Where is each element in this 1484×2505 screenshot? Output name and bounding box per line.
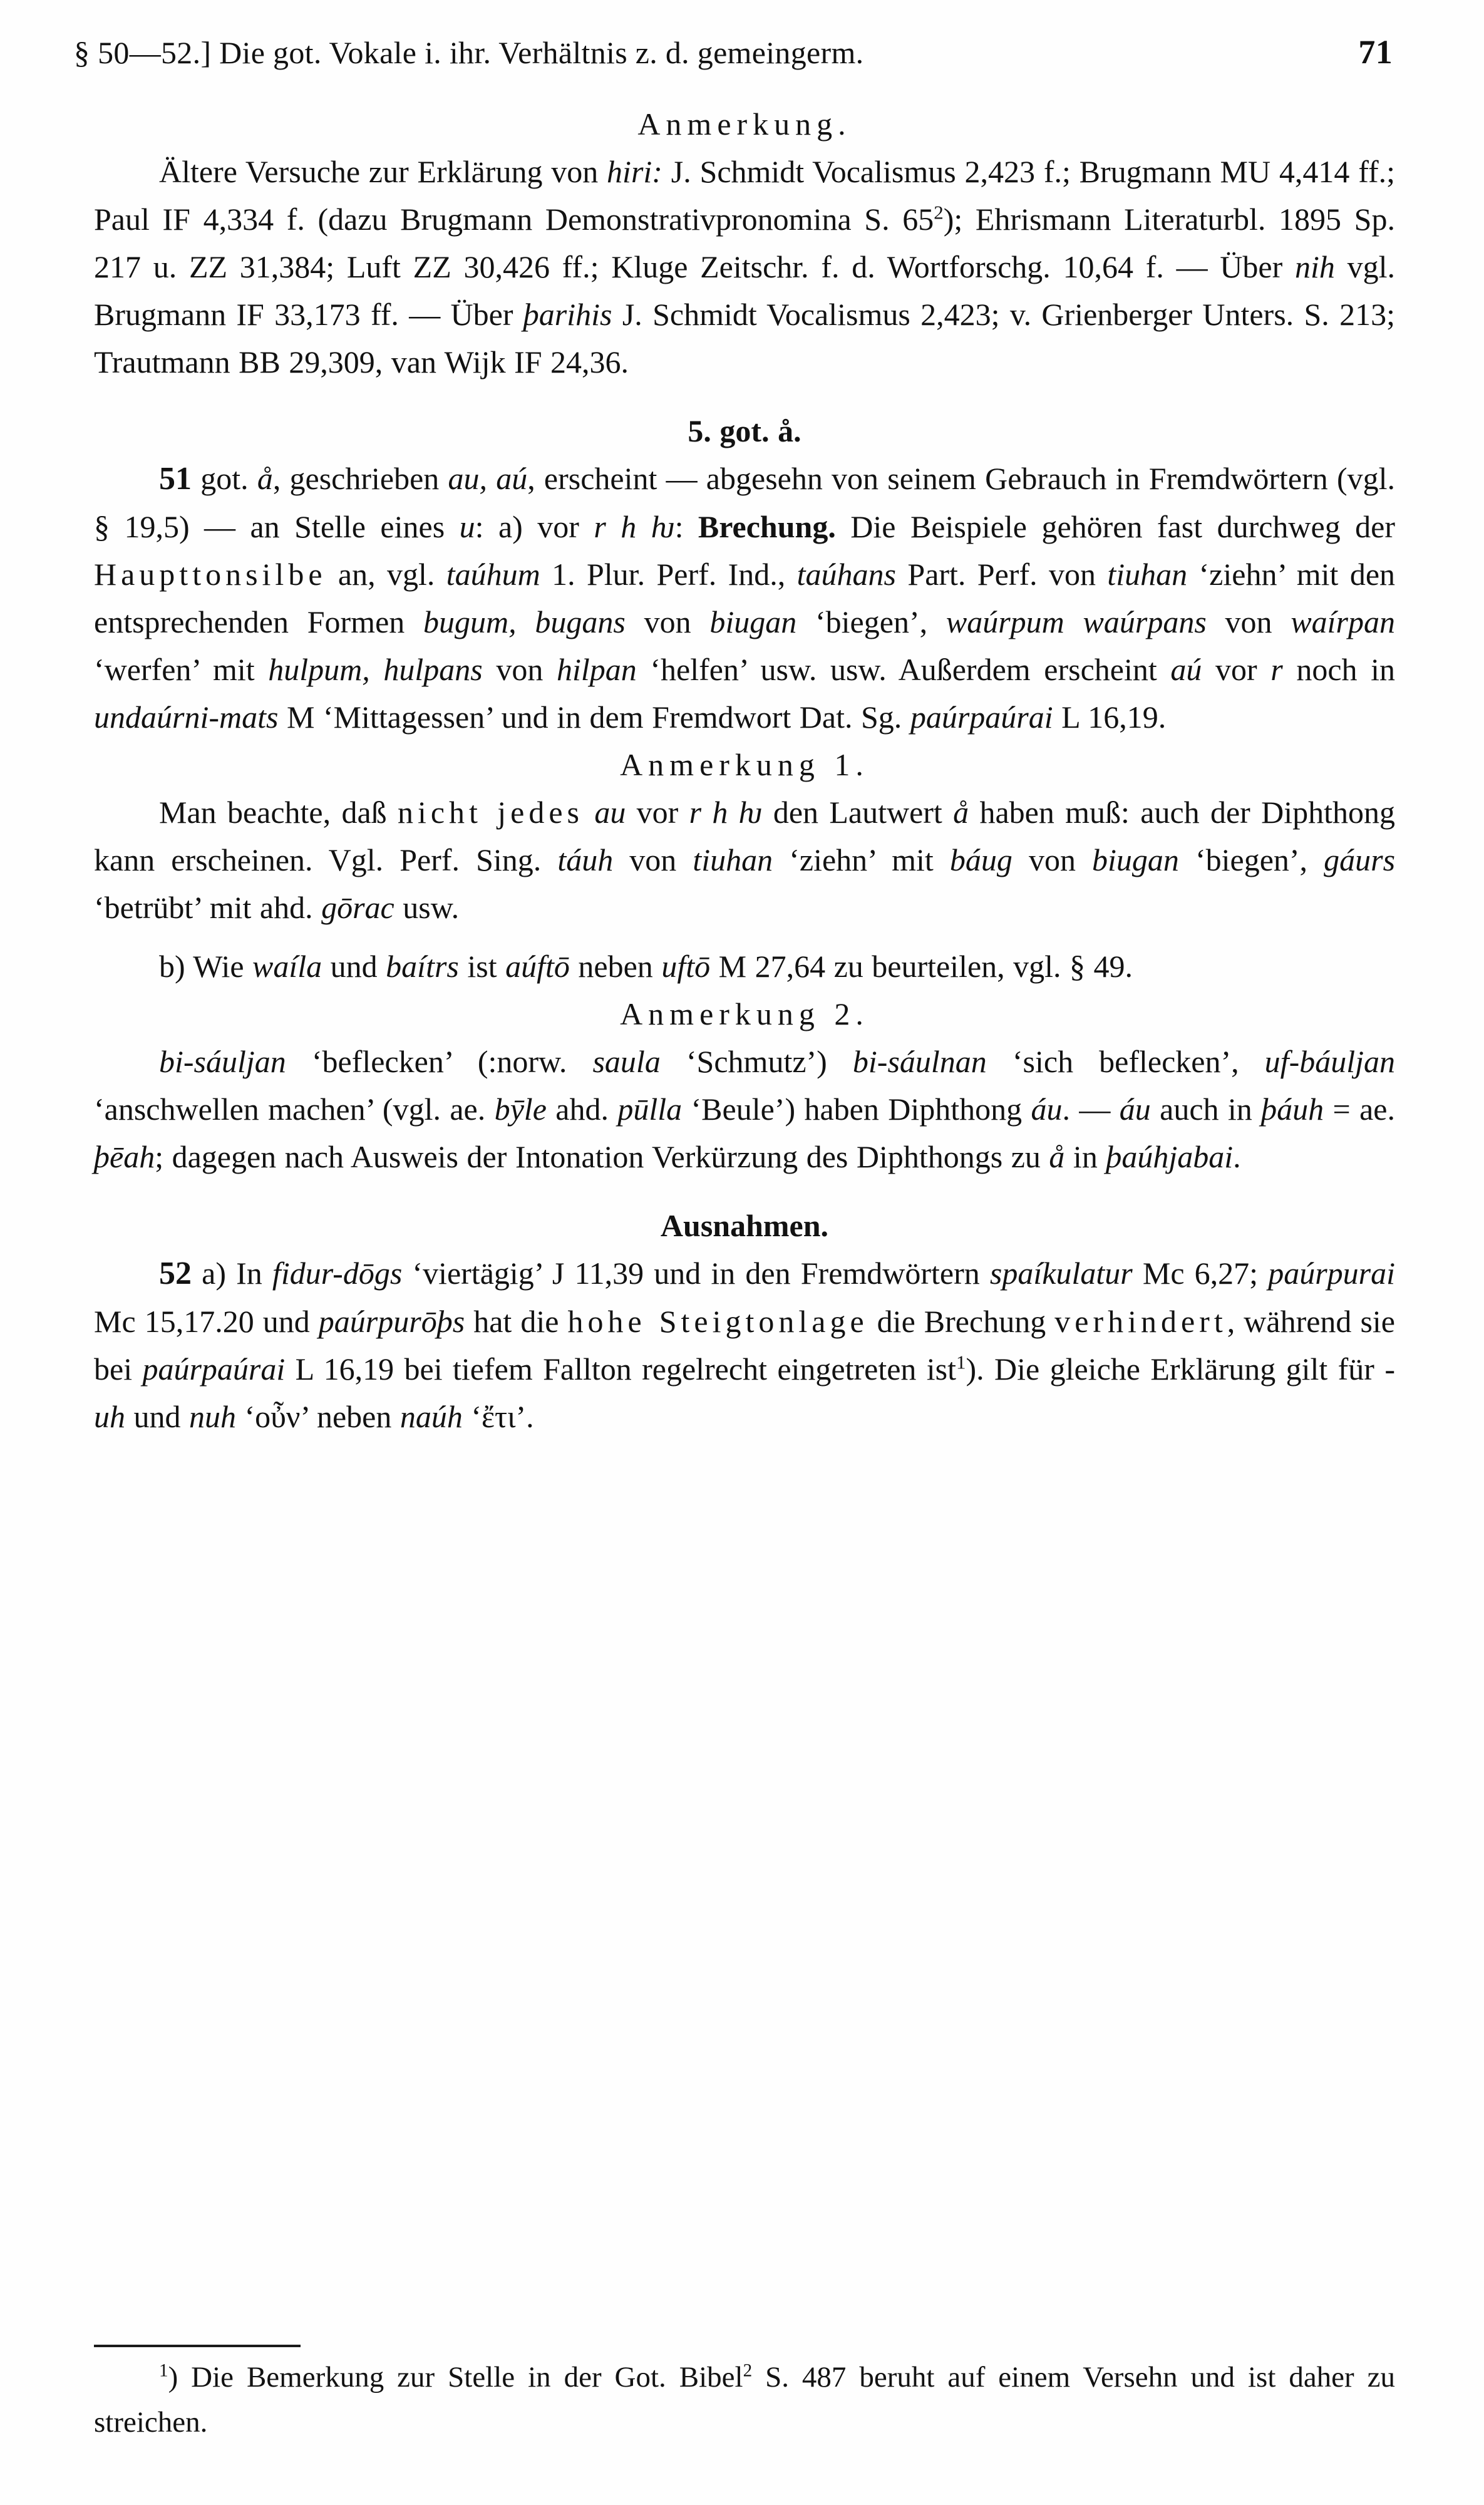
italic-run: táuh xyxy=(557,842,614,877)
italic-run: taúhans xyxy=(796,557,897,592)
italic-run: tiuhan xyxy=(693,842,773,877)
text-run: L 16,19. xyxy=(1053,700,1167,735)
italic-run: aúftō xyxy=(505,949,570,984)
italic-run: waírpan xyxy=(1291,604,1396,639)
text-run: von xyxy=(613,842,693,877)
italic-run: nih xyxy=(1294,249,1335,284)
text-run: in xyxy=(1064,1139,1106,1174)
paragraph-b xyxy=(94,943,1395,990)
italic-run: waúrpum waúrpans xyxy=(946,604,1207,639)
footnote-separator-rule xyxy=(94,2345,301,2347)
paragraph-anmerkung-2-body xyxy=(94,1038,1395,1180)
italic-run: naúh xyxy=(399,1399,463,1434)
text-run: ahd. xyxy=(546,1092,618,1127)
italic-run: paúrpaúrai xyxy=(142,1351,286,1387)
text-run: von xyxy=(625,604,710,639)
text-run: die Brechung xyxy=(868,1304,1055,1339)
text-run: ‘ziehn’ mit den entsprechenden Formen xyxy=(94,557,1396,639)
text-run: ‘betrübt’ mit ahd. xyxy=(94,890,322,925)
italic-run: nuh xyxy=(189,1399,236,1434)
text-run: , erscheint — abgesehn von seinem Gebrauch in Fremdwörtern (vgl. § 19,5) — an Stelle eines xyxy=(94,461,1396,544)
text-run: Man beachte, daß xyxy=(159,795,398,830)
text-run: vgl. Brugmann IF 33,173 ff. — Über xyxy=(94,249,1395,332)
text-run: ‘viertägig’ J 11,39 und in den Fremdwörtern xyxy=(402,1256,990,1291)
text-run: ‘anschwellen machen’ (vgl. ae. xyxy=(94,1092,495,1127)
italic-run: áu xyxy=(1031,1092,1063,1127)
letterspaced-run: Haupttonsilbe xyxy=(94,557,327,592)
italic-run: -uh xyxy=(94,1351,1395,1434)
paragraph-anmerkung-1-body xyxy=(94,788,1395,931)
spacer xyxy=(94,386,1395,407)
text-run: got. xyxy=(192,461,257,496)
italic-run: fidur-dōgs xyxy=(272,1256,403,1291)
letterspaced-run: verhindert xyxy=(1054,1304,1227,1339)
page-body xyxy=(94,100,1395,1440)
superscript-edition: 2 xyxy=(743,2360,753,2381)
heading-ausnahmen: Ausnahmen. xyxy=(660,1208,829,1243)
text-run: ‘biegen’, xyxy=(1178,842,1324,877)
italic-run: þáuh xyxy=(1261,1092,1324,1127)
italic-run: áu xyxy=(1119,1092,1151,1127)
paragraph-52 xyxy=(94,1249,1395,1440)
text-run: b) Wie xyxy=(159,949,253,984)
text-run: J. Schmidt Vocalismus 2,423 f.; Brugmann MU 4,414 ff.; Paul IF 4,334 f. (dazu Brugmann Demonstrativpronomina S. 65 xyxy=(94,154,1395,237)
italic-run: bȳle xyxy=(494,1092,547,1127)
text-run: ‘ziehn’ mit xyxy=(773,842,950,877)
heading-section-5: 5. got. å. xyxy=(688,413,801,448)
text-run: hat die xyxy=(465,1304,568,1339)
text-run: 1. Plur. Perf. Ind., xyxy=(540,557,797,592)
italic-run: undaúrni-mats xyxy=(94,700,279,735)
italic-run: uf-báuljan xyxy=(1264,1044,1395,1079)
italic-run: paúrpurōþs xyxy=(318,1304,465,1339)
text-run: . — xyxy=(1062,1092,1120,1127)
text-run: Die Beispiele gehören fast durchweg der xyxy=(835,509,1395,544)
text-run: , geschrieben xyxy=(272,461,448,496)
text-run: . xyxy=(1233,1139,1241,1174)
italic-run: biugan xyxy=(1092,842,1179,877)
italic-run: þēah xyxy=(94,1139,155,1174)
italic-run: waíla xyxy=(252,949,322,984)
italic-run: spaíkulatur xyxy=(989,1256,1133,1291)
paragraph-anmerkung-body xyxy=(94,148,1395,386)
spacer xyxy=(94,931,1395,943)
text-run: : xyxy=(674,509,698,544)
text-run: haben muß: auch der Diphthong kann erscheinen. Vgl. Perf. Sing. xyxy=(94,795,1395,877)
text-run: ‘Schmutz’) xyxy=(660,1044,853,1079)
text-run: vor xyxy=(626,795,689,830)
bold-run-brechung: Brechung. xyxy=(698,509,836,544)
text-run: ‘ἔτι’. xyxy=(462,1399,534,1434)
text-run: ); Ehrismann Literaturbl. 1895 Sp. 217 u. ZZ 31,384; Luft ZZ 30,426 ff.; Kluge Zeitschr. f. d. Wortforschg. 10,64 f. — Über xyxy=(94,202,1395,284)
text-run: ). Die gleiche Erklärung gilt für xyxy=(966,1351,1385,1387)
italic-run: au, aú xyxy=(448,461,528,496)
italic-run: aú xyxy=(1170,652,1202,687)
italic-run: baítrs xyxy=(386,949,459,984)
italic-run: uftō xyxy=(661,949,711,984)
text-run: ‘οὖν’ neben xyxy=(236,1399,400,1434)
text-run: auch in xyxy=(1150,1092,1262,1127)
section-number-51: 51 xyxy=(159,461,192,497)
italic-run: hilpan xyxy=(556,652,637,687)
text-run: usw. xyxy=(394,890,460,925)
text-run: ; dagegen nach Ausweis der Intonation Verkürzung des Diphthongs zu xyxy=(155,1139,1049,1174)
text-run: den Lautwert xyxy=(762,795,954,830)
text-run: ist xyxy=(458,949,506,984)
letterspaced-run: nicht jedes xyxy=(397,795,584,830)
text-run: ‘beflecken’ (:norw. xyxy=(286,1044,593,1079)
italic-run: gáurs xyxy=(1324,842,1396,877)
heading-anmerkung-2: Anmerkung 2. xyxy=(620,996,869,1031)
italic-run: taúhum xyxy=(446,557,540,592)
running-head xyxy=(74,33,1410,71)
text-run: vor xyxy=(1202,652,1271,687)
text-run: Ältere Versuche zur Erklärung von xyxy=(159,154,607,189)
text-run: S. 487 beruht auf einem Versehn und ist daher zu streichen. xyxy=(94,2361,1395,2439)
italic-run: biugan xyxy=(709,604,797,639)
italic-run: pūlla xyxy=(617,1092,683,1127)
text-run: Mc 6,27; xyxy=(1132,1256,1269,1291)
italic-run: r xyxy=(1270,652,1283,687)
italic-run: báug xyxy=(949,842,1013,877)
italic-run: au xyxy=(594,795,626,830)
italic-run: bi-sáulnan xyxy=(852,1044,987,1079)
section-number-52: 52 xyxy=(159,1256,192,1291)
italic-run: þarihis xyxy=(523,297,612,332)
text-run: Part. Perf. von xyxy=(896,557,1108,592)
letterspaced-run: hohe Steigtonlage xyxy=(567,1304,868,1339)
italic-run: r h ƕ xyxy=(594,509,675,544)
italic-run: bugum, bugans xyxy=(423,604,626,639)
text-run xyxy=(584,795,594,830)
text-run: : a) vor xyxy=(475,509,594,544)
paragraph-51 xyxy=(94,455,1395,741)
text-run: und xyxy=(125,1399,189,1434)
italic-run: bi-sáuljan xyxy=(159,1044,286,1079)
text-run: ) Die Bemerkung zur Stelle in der Got. Bibel xyxy=(168,2361,743,2394)
heading-anmerkung-1: Anmerkung 1. xyxy=(620,747,869,782)
italic-run: hulpum, hulpans xyxy=(268,652,483,687)
italic-run: saula xyxy=(592,1044,661,1079)
heading-anmerkung: Anmerkung. xyxy=(637,106,852,142)
page-number: 71 xyxy=(1358,33,1393,71)
text-run: Mc 15,17.20 und xyxy=(94,1304,319,1339)
italic-run: å xyxy=(1049,1139,1065,1174)
text-run: an, vgl. xyxy=(326,557,446,592)
text-run: , während sie bei xyxy=(94,1304,1395,1387)
italic-run: å xyxy=(257,461,273,496)
text-run: M ‘Mittagessen’ und in dem Fremdwort Dat. Sg. xyxy=(278,700,910,735)
text-run: von xyxy=(1012,842,1093,877)
italic-run: paúrpurai xyxy=(1268,1256,1395,1291)
text-run: L 16,19 bei tiefem Fallton regelrecht eingetreten ist xyxy=(285,1351,957,1387)
running-head-title: § 50—52.] Die got. Vokale i. ihr. Verhältnis z. d. gemeingerm. xyxy=(74,35,864,70)
footnote-marker: 1 xyxy=(159,2360,168,2381)
italic-run: å xyxy=(953,795,969,830)
text-run: ‘biegen’, xyxy=(796,604,946,639)
text-run: ‘Beule’) haben Diphthong xyxy=(682,1092,1031,1127)
italic-run: tiuhan xyxy=(1107,557,1188,592)
spacer xyxy=(94,1180,1395,1202)
text-run: J. Schmidt Vocalismus 2,423; v. Grienberger Unters. S. 213; Trautmann BB 29,309, van Wijk IF 24,36. xyxy=(94,297,1395,380)
italic-run: gōrac xyxy=(321,890,394,925)
italic-run: r h ƕ xyxy=(689,795,763,830)
italic-run: hiri: xyxy=(607,154,662,189)
text-run: von xyxy=(482,652,557,687)
italic-run: þaúhjabai xyxy=(1106,1139,1234,1174)
superscript-ref: 2 xyxy=(934,201,944,224)
text-run: neben xyxy=(569,949,662,984)
text-run: von xyxy=(1206,604,1291,639)
footnote-text xyxy=(94,2355,1395,2445)
text-run: ‘helfen’ usw. usw. Außerdem erscheint xyxy=(636,652,1171,687)
text-run: M 27,64 zu beurteilen, vgl. § 49. xyxy=(710,949,1133,984)
text-run: ‘werfen’ mit xyxy=(94,652,269,687)
text-run: und xyxy=(322,949,386,984)
text-run: a) In xyxy=(192,1256,272,1291)
italic-run: u xyxy=(459,509,475,544)
footnote-marker-ref: 1 xyxy=(956,1351,966,1373)
text-run: noch in xyxy=(1282,652,1396,687)
text-run: ‘sich beflecken’, xyxy=(986,1044,1265,1079)
text-run: = ae. xyxy=(1324,1092,1395,1127)
italic-run: paúrpaúrai xyxy=(910,700,1053,735)
